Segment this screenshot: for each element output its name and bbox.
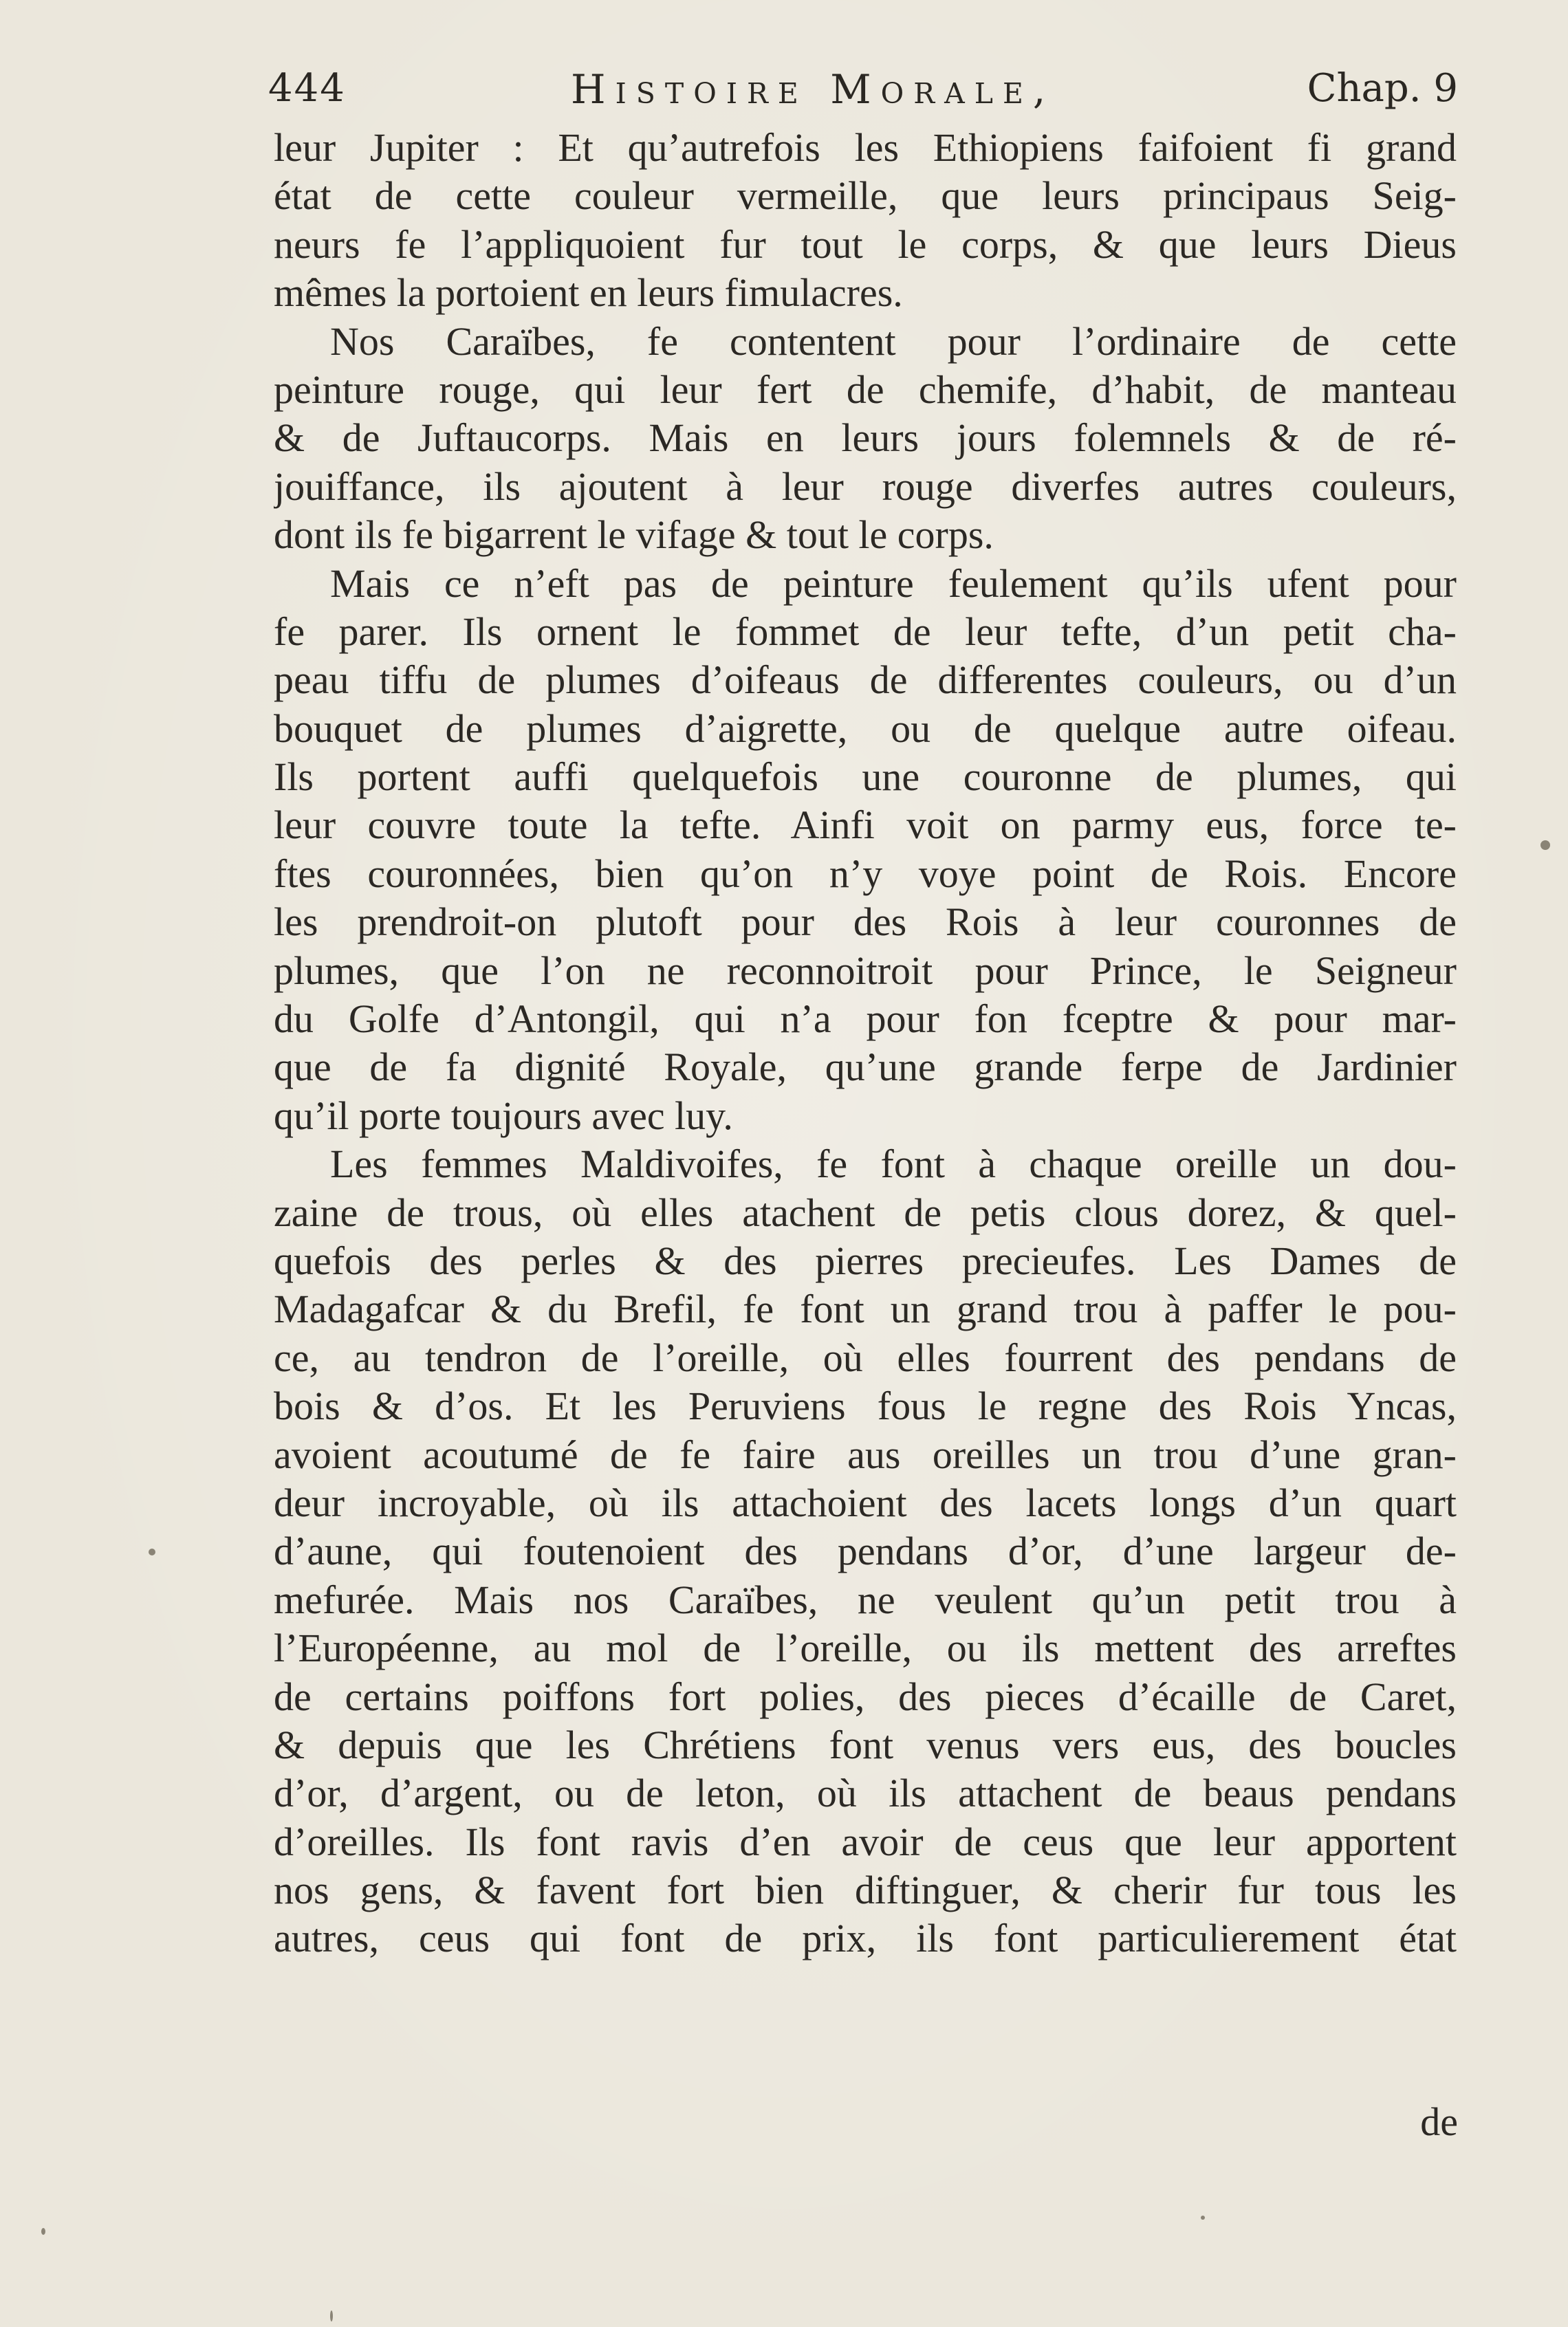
running-title: Histoire Morale, [571,66,1056,113]
paper-speck [1201,2216,1205,2220]
paragraph-start-line: Les femmes Maldivoifes, fe font à chaque oreille un dou- [330,1141,1457,1187]
text-line: zaine de trous, où elles atachent de petis clous dorez, & quel- [274,1190,1457,1235]
text-line: fe parer. Ils ornent le fommet de leur tefte, d’un petit cha- [274,609,1457,654]
text-line: jouiffance, ils ajoutent à leur rouge diverfes autres couleurs, [274,463,1457,509]
text-line: Madagafcar & du Brefil, fe font un grand trou à paffer le pou- [274,1287,1457,1332]
text-line: quefois des perles & des pierres precieufes. Les Dames de [274,1238,1457,1283]
text-line: d’or, d’argent, ou de leton, où ils attachent de beaus pendans [274,1771,1457,1816]
paper-speck [41,2228,45,2235]
text-line: avoient acoutumé de fe faire aus oreilles un trou d’une gran- [274,1432,1457,1477]
text-line: & de Juftaucorps. Mais en leurs jours folemnels & de ré- [274,415,1457,461]
text-line: bouquet de plumes d’aigrette, ou de quelque autre oifeau. [274,706,1457,751]
text-line: plumes, que l’on ne reconnoitroit pour Prince, le Seigneur [274,948,1457,993]
text-line: état de cette couleur vermeille, que leurs principaus Seig- [274,173,1457,219]
text-line: & depuis que les Chrétiens font venus vers eus, des boucles [274,1722,1457,1767]
text-line: que de fa dignité Royale, qu’une grande ferpe de Jardinier [274,1045,1457,1090]
text-line: neurs fe l’appliquoient fur tout le corps, & que leurs Dieus [274,221,1457,267]
text-line: peinture rouge, qui leur fert de chemife, d’habit, de manteau [274,367,1457,412]
text-line: peau tiffu de plumes d’oifeaus de differentes couleurs, ou d’un [274,657,1457,703]
body-text [274,124,1457,1963]
paper-speck [1540,840,1550,850]
catchword: de [1420,2099,1458,2144]
text-line: l’Européenne, au mol de l’oreille, ou ils mettent des arreftes [274,1626,1457,1671]
text-line: deur incroyable, où ils attachoient des lacets longs d’un quart [274,1480,1457,1525]
text-line: Ils portent auffi quelquefois une couronne de plumes, qui [274,754,1457,800]
text-line: les prendroit-on plutoft pour des Rois à leur couronnes de [274,899,1457,945]
page-header [268,66,1458,128]
paper-speck [149,1549,155,1555]
text-line: mêmes la portoient en leurs fimulacres. [274,270,903,316]
text-line: d’aune, qui foutenoient des pendans d’or, d’une largeur de- [274,1529,1457,1574]
text-line: nos gens, & favent fort bien diftinguer, & cherir fur tous les [274,1868,1457,1913]
text-line: autres, ceus qui font de prix, ils font particulierement état [274,1916,1457,1961]
text-line: d’oreilles. Ils font ravis d’en avoir de ceus que leur apportent [274,1819,1457,1864]
text-line: bois & d’os. Et les Peruviens fous le regne des Rois Yncas, [274,1384,1457,1429]
chapter-label: Chap. 9 [1307,66,1458,111]
paragraph-start-line: Mais ce n’eft pas de peinture feulement qu’ils ufent pour [330,560,1457,606]
text-line: ftes couronnées, bien qu’on n’y voye point de Rois. Encore [274,851,1457,896]
paper-speck [330,2310,333,2321]
text-line: mefurée. Mais nos Caraïbes, ne veulent qu’un petit trou à [274,1577,1457,1622]
paragraph-start-line: Nos Caraïbes, fe contentent pour l’ordinaire de cette [330,318,1457,364]
text-line: qu’il porte toujours avec luy. [274,1093,733,1138]
text-line: ce, au tendron de l’oreille, où elles fourrent des pendans de [274,1335,1457,1380]
text-line: du Golfe d’Antongil, qui n’a pour fon fceptre & pour mar- [274,996,1457,1042]
page-number: 444 [268,66,346,111]
text-line: dont ils fe bigarrent le vifage & tout le corps. [274,512,994,558]
text-line: leur couvre toute la tefte. Ainfi voit on parmy eus, force te- [274,802,1457,848]
text-line: leur Jupiter : Et qu’autrefois les Ethiopiens faifoient fi grand [274,125,1457,170]
text-line: de certains poiffons fort polies, des pieces d’écaille de Caret, [274,1674,1457,1719]
